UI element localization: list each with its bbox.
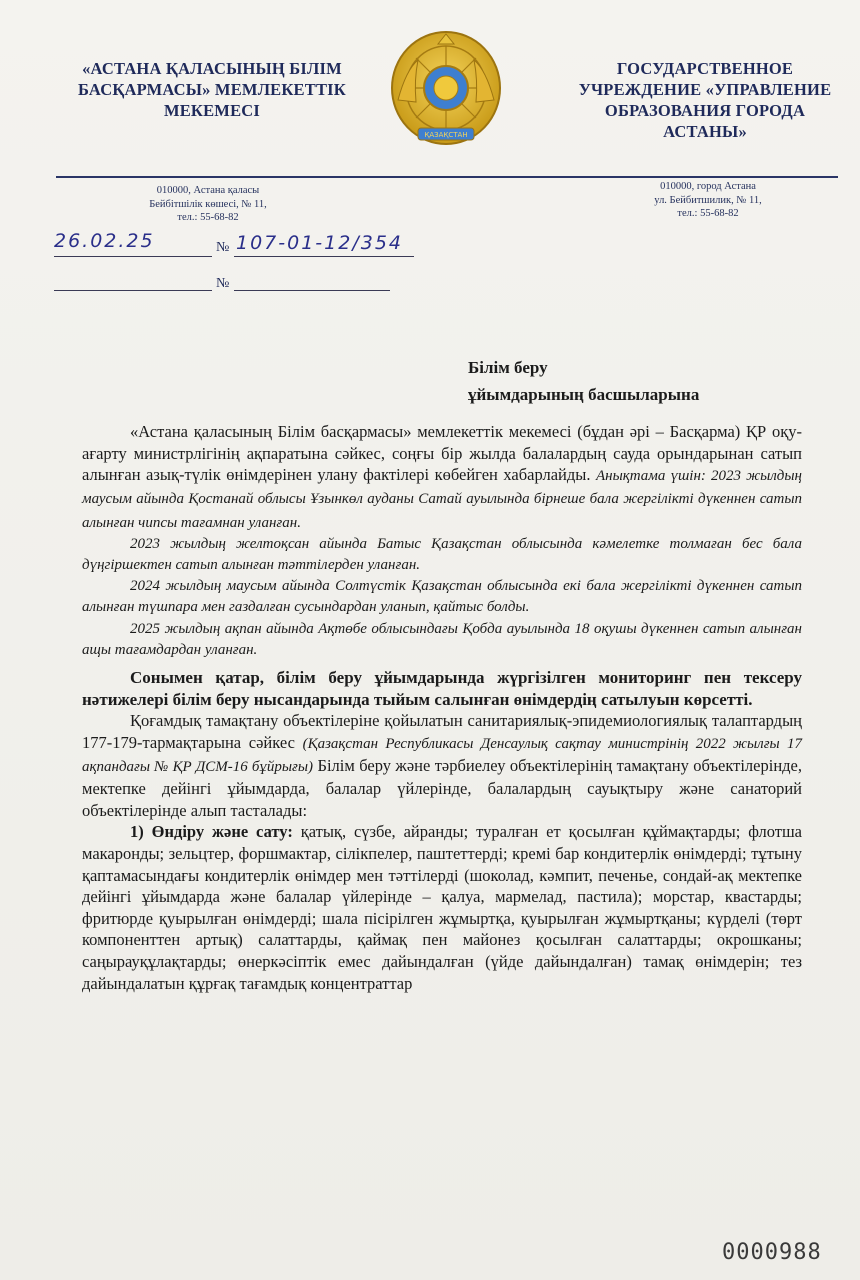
state-emblem-icon	[388, 30, 504, 154]
date-blank	[54, 290, 212, 291]
addressee: Білім беру ұйымдарының басшыларына	[468, 358, 700, 404]
header-divider	[56, 176, 838, 178]
paragraph-1-note: Анықтама үшін: 2023 жылдың маусым айында Қостанай облысы Ұзынкөл ауданы Сатай ауылында бірнеше бала жергілікті дүкеннен сатып алынған чипсы тағамнан уланған.	[82, 468, 802, 531]
paragraph-2: 2023 жылдың желтоқсан айында Батыс Қазақстан облысында кәмелетке толмаған бес бала дүңгіршектен сатып алынған тәттілерден уланған.	[82, 535, 802, 573]
paragraph-4: 2025 жылдың ақпан айында Ақтөбе облысындағы Қобда ауылында 18 оқушы дүкеннен сатып алынған ащы тағамдардан уланған.	[82, 620, 802, 658]
number-underline	[234, 256, 414, 257]
handwritten-reg-number: 107-01-12/354	[236, 232, 403, 254]
paragraph-1: «Астана қаласының Білім басқармасы» мемлекеттік мекемесі (бұдан әрі – Басқарма) ҚР оқу-ағарту министрлігінің ақпаратына сәйкес, соңғы бір жылда балалардың сауда орындарынан сатып алынған азық-түлік өнімдерінен улану фактілері көбейген хабарлайды. Анықтама үшін: 2023 жылдың маусым айында Қостанай облысы Ұзынкөл ауданы Сатай ауылында бірнеше бала жергілікті дүкеннен сатып алынған чипсы тағамнан уланған.	[82, 422, 802, 531]
letter-body	[82, 421, 802, 994]
paragraph-6: Қоғамдық тамақтану объектілеріне қойылатын санитариялық-эпидемиологиялық талаптардың 177-179-тармақтарына сәйкес (Қазақстан Республикасы Денсаулық сақтау министрінің 2022 жылғы 17 ақпандағы № ҚР ДСМ-16 бұйрығы) Білім беру және тәрбиелеу объектілерінің тамақтану объектілерінде, мектепке дейінгі ұйымдарда, балалар үйлерінде, балалардың сауықтыру және санаторий объектілерінде алып тасталады:	[82, 711, 803, 820]
date-underline	[54, 256, 212, 257]
address-kazakh: 010000, Астана қаласы Бейбітшілік көшесі, № 11, тел.: 55-68-82	[149, 185, 267, 223]
emblem-label: ҚАЗАҚСТАН	[424, 131, 468, 139]
number-sign-2: №	[216, 276, 230, 291]
paragraph-5: Сонымен қатар, білім беру ұйымдарында жүргізілген мониторинг пен тексеру нәтижелері білім беру нысандарында тыйым салынған өнімдердің сатылуын көрсетті.	[82, 668, 802, 709]
paragraph-3: 2024 жылдың маусым айында Солтүстік Қазақстан облысында екі бала жергілікті дүкеннен сатып алынған түшпара мен газдалған сусындардан уланып, қайтыс болды.	[82, 578, 802, 616]
org-name-kazakh: «АСТАНА ҚАЛАСЫНЫҢ БІЛІМ БАСҚАРМАСЫ» МЕМЛЕКЕТТІК МЕКЕМЕСІ	[78, 59, 346, 120]
org-name-russian: ГОСУДАРСТВЕННОЕ УЧРЕЖДЕНИЕ «УПРАВЛЕНИЕ ОБРАЗОВАНИЯ ГОРОДА АСТАНЫ»	[578, 59, 832, 141]
address-russian: 010000, город Астана ул. Бейбитшилик, № 11, тел.: 55-68-82	[654, 181, 762, 219]
number-sign: №	[216, 240, 230, 255]
handwritten-date: 26.02.25	[54, 230, 155, 252]
number-blank	[234, 290, 390, 291]
serial-number: 0000988	[722, 1240, 822, 1265]
paragraph-7: 1) Өндіру және сату: қатық, сүзбе, айранды; туралған ет қосылған құймақтарды; флотша макаронды; зельцтер, форшмактар, сілікпелер, паштеттерді; кремі бар кондитерлік өнімдерді; тұтыну қаптамасындағы кондитерлік өнімдер мен тәттілерді (шоколад, кәмпит, печенье, сондай-ақ мектепке дейінгі ұйымдарда және балалар үйлерінде – қалуа, мармелад, пастила); морстар, квастарды; фритюрде қуырылған өнімдерді; шала пісірілген жұмыртқа, қуырылған жұмыртқаны; күрделі (төрт компоненттен артық) салаттарды, қаймақ пен майонез қосылған салаттарды; окрошканы; саңырауқұлақтарды; өнеркәсіптік емес дайындалған (үйде дайындалған) тамақ өнімдерін; тез дайындалатын құрғақ тағамдық концентраттар	[82, 822, 802, 993]
